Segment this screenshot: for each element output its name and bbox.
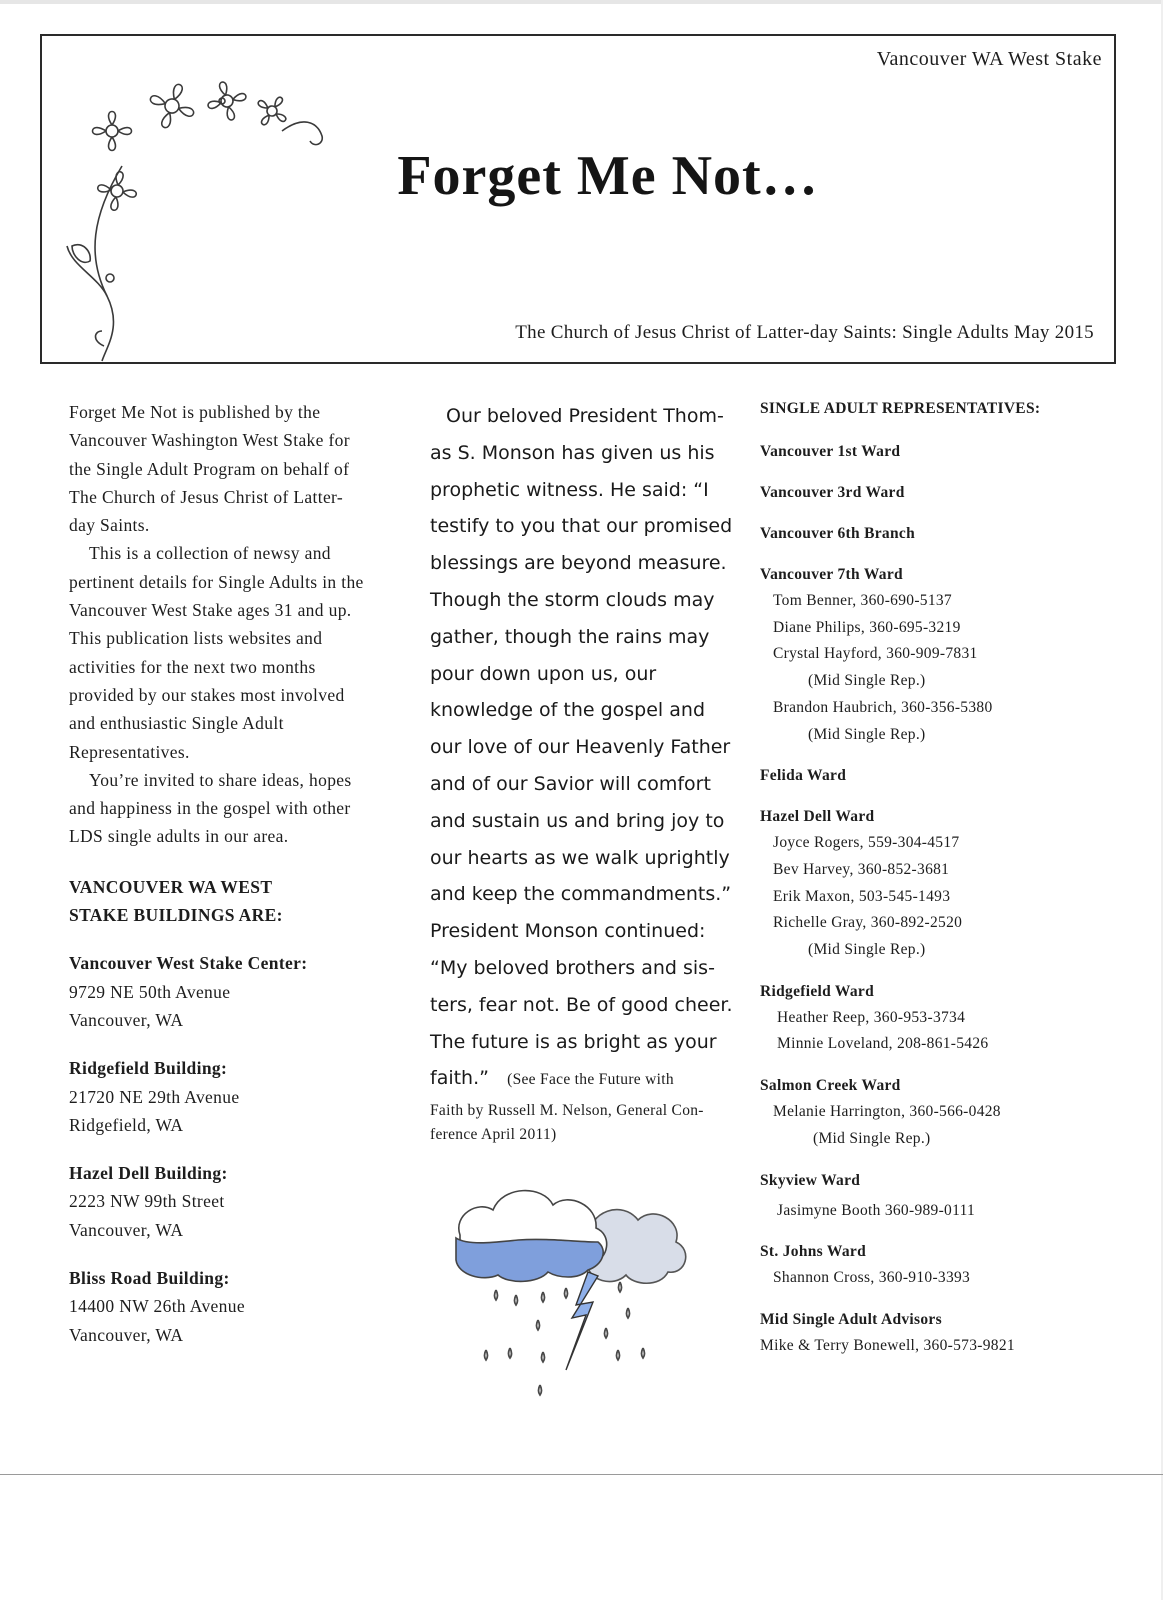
quote-line: ters, fear not. Be of good cheer. xyxy=(430,993,733,1016)
building-city: Vancouver, WA xyxy=(69,1009,184,1030)
buildings-heading-line: VANCOUVER WA WEST xyxy=(69,876,273,897)
ward-entry xyxy=(760,1238,1140,1292)
building-entry xyxy=(69,1159,369,1244)
rep-contact: Minnie Loveland, 208-861-5426 xyxy=(777,1035,989,1053)
ward-entry xyxy=(760,803,1140,964)
citation-start: (See Face the Future with xyxy=(507,1071,674,1089)
building-entry xyxy=(69,1054,369,1139)
rep-note: (Mid Single Rep.) xyxy=(813,1129,931,1147)
scan-edge xyxy=(0,0,1163,4)
quote-line: and keep the commandments.” xyxy=(430,883,732,906)
quote-line: our love of our Heavenly Father xyxy=(430,736,731,759)
masthead xyxy=(40,34,1116,364)
rep-note: (Mid Single Rep.) xyxy=(808,941,926,959)
quote-line: The future is as bright as your xyxy=(430,1030,717,1053)
quote-line: Our beloved President Thom- xyxy=(446,405,724,427)
advisors-heading: Mid Single Adult Advisors xyxy=(760,1310,942,1328)
rep-contact: Jasimyne Booth 360-989-0111 xyxy=(777,1201,976,1219)
quote-line: gather, though the rains may xyxy=(430,625,710,648)
ward-name: Vancouver 7th Ward xyxy=(760,566,903,583)
rep-contact: Tom Benner, 360-690-5137 xyxy=(773,592,952,609)
building-city: Ridgefield, WA xyxy=(69,1114,184,1135)
storm-cloud-icon xyxy=(448,1180,688,1410)
quote-line: knowledge of the gospel and xyxy=(430,699,705,722)
quote-line-last xyxy=(430,1060,748,1099)
right-column xyxy=(760,398,1140,1374)
quote-line: testify to you that our promised xyxy=(430,515,733,538)
ward-entry xyxy=(760,762,1140,789)
building-city: Vancouver, WA xyxy=(69,1324,184,1345)
building-name: Ridgefield Building: xyxy=(69,1058,228,1079)
ward-entry xyxy=(760,1167,1140,1225)
representatives-heading: SINGLE ADULT REPRESENTATIVES: xyxy=(760,400,1041,417)
building-name: Bliss Road Building: xyxy=(69,1268,230,1289)
rep-contact: Joyce Rogers, 559-304-4517 xyxy=(773,834,960,852)
quote-line: pour down upon us, our xyxy=(430,662,657,685)
ward-entry xyxy=(760,1072,1140,1152)
rep-contact: Shannon Cross, 360-910-3393 xyxy=(773,1269,971,1287)
ward-name: Ridgefield Ward xyxy=(760,982,875,1000)
building-name: Vancouver West Stake Center: xyxy=(69,953,308,974)
left-column xyxy=(69,398,369,1349)
quote-line: as S. Monson has given us his xyxy=(430,441,715,464)
intro-paragraph: This is a collection of newsy and pertinent details for Single Adults in the Vancouver West Stake ages 31 and up. This publication lists websites and activities for the next two months provided by our stakes most involved and enthusiastic Single Adult Representatives. xyxy=(69,543,364,762)
newsletter-subtitle: The Church of Jesus Christ of Latter-day Saints: Single Adults May 2015 xyxy=(515,322,1094,343)
quote-line: our hearts as we walk uprightly xyxy=(430,846,730,869)
building-entry xyxy=(69,1264,369,1349)
rep-contact: Melanie Harrington, 360-566-0428 xyxy=(773,1103,1001,1121)
rep-contact: Diane Philips, 360-695-3219 xyxy=(773,618,961,636)
ward-name: Felida Ward xyxy=(760,767,847,785)
citation-line: Faith by Russell M. Nelson, General Con- xyxy=(430,1102,704,1120)
bottom-rule xyxy=(0,1474,1163,1475)
rep-contact: Crystal Hayford, 360-909-7831 xyxy=(773,645,978,663)
newsletter-title: Forget Me Not… xyxy=(397,145,819,207)
building-street: 2223 NW 99th Street xyxy=(69,1191,225,1212)
building-entry xyxy=(69,949,369,1034)
middle-column xyxy=(430,398,748,1147)
intro-paragraph: Forget Me Not is published by the Vancouver Washington West Stake for the Single Adult Program on behalf of The Church of Jesus Christ of Latter-day Saints. xyxy=(69,402,350,536)
quote-line: faith.” xyxy=(430,1067,489,1090)
rep-contact: Erik Maxon, 503-545-1493 xyxy=(773,887,951,905)
ward-entry xyxy=(760,520,1140,547)
rep-contact: Heather Reep, 360-953-3734 xyxy=(777,1008,966,1026)
rep-contact: Bev Harvey, 360-852-3681 xyxy=(773,860,950,878)
citation-line: ference April 2011) xyxy=(430,1126,557,1144)
ward-name: Vancouver 3rd Ward xyxy=(760,484,905,501)
rep-note: (Mid Single Rep.) xyxy=(808,725,926,743)
ward-entry xyxy=(760,438,1140,465)
advisors-contact: Mike & Terry Bonewell, 360-573-9821 xyxy=(760,1336,1015,1354)
quote-line: and sustain us and bring joy to xyxy=(430,809,725,832)
ward-name: Vancouver 1st Ward xyxy=(760,443,901,460)
ward-name: Vancouver 6th Branch xyxy=(760,525,915,542)
ward-name: Skyview Ward xyxy=(760,1171,861,1189)
ward-entry xyxy=(760,978,1140,1058)
stake-name: Vancouver WA West Stake xyxy=(876,48,1102,70)
ward-name: Hazel Dell Ward xyxy=(760,808,875,826)
rep-note: (Mid Single Rep.) xyxy=(808,672,926,690)
buildings-heading xyxy=(69,873,369,930)
monson-quote xyxy=(430,398,748,1099)
advisors-entry xyxy=(760,1306,1140,1360)
quote-line: Though the storm clouds may xyxy=(430,588,715,611)
ward-entry xyxy=(760,561,1140,748)
ward-entry xyxy=(760,479,1140,506)
intro-paragraph: You’re invited to share ideas, hopes and happiness in the gospel with other LDS single adults in our area. xyxy=(69,769,352,847)
building-street: 21720 NE 29th Avenue xyxy=(69,1086,240,1107)
ward-name: St. Johns Ward xyxy=(760,1243,866,1261)
quote-line: President Monson continued: xyxy=(430,920,706,943)
ward-name: Salmon Creek Ward xyxy=(760,1077,901,1095)
quote-line: blessings are beyond measure. xyxy=(430,552,727,575)
quote-line: and of our Savior will comfort xyxy=(430,772,711,795)
rep-contact: Brandon Haubrich, 360-356-5380 xyxy=(773,698,993,716)
building-city: Vancouver, WA xyxy=(69,1219,184,1240)
rep-contact: Richelle Gray, 360-892-2520 xyxy=(773,914,963,932)
quote-line: “My beloved brothers and sis- xyxy=(430,956,715,979)
buildings-heading-line: STAKE BUILDINGS ARE: xyxy=(69,905,283,926)
building-street: 14400 NW 26th Avenue xyxy=(69,1296,245,1317)
quote-line: prophetic witness. He said: “I xyxy=(430,478,709,501)
building-name: Hazel Dell Building: xyxy=(69,1163,228,1184)
building-street: 9729 NE 50th Avenue xyxy=(69,981,231,1002)
